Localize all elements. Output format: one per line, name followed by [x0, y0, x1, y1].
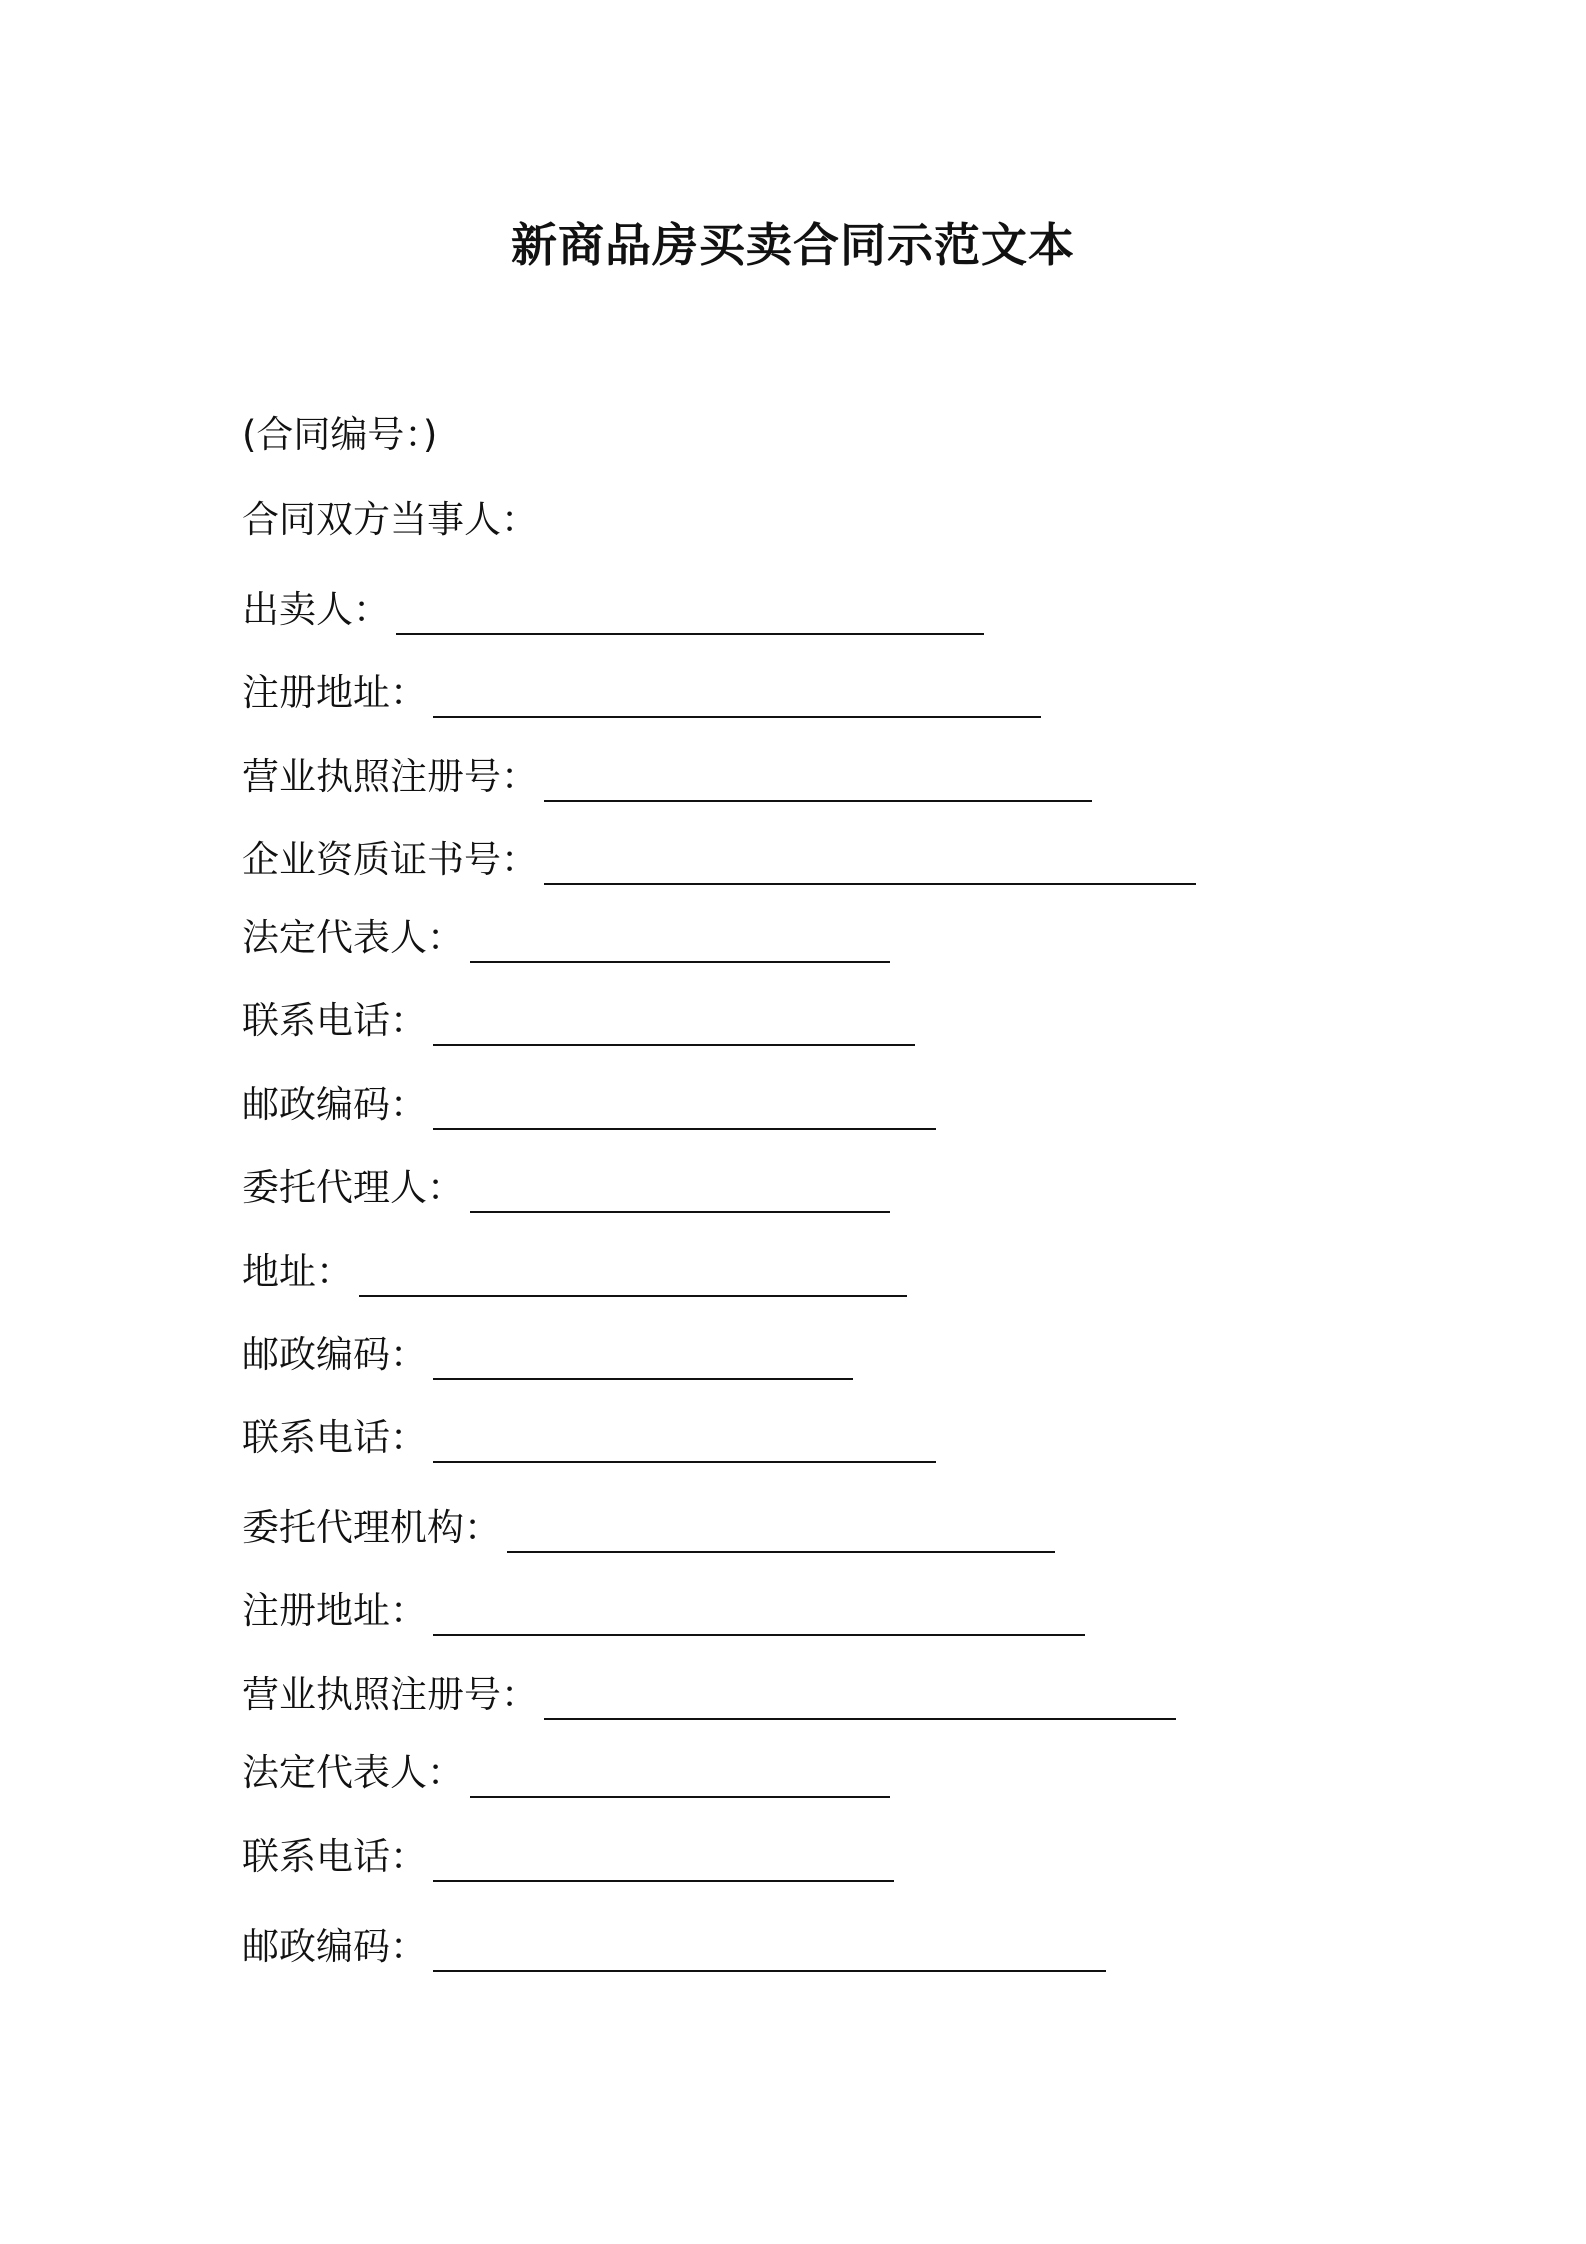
fill-blank[interactable]: [433, 1423, 936, 1463]
field-label: 注册地址：: [242, 671, 427, 714]
field-agency-business-license: [242, 1670, 1176, 1720]
field-label: 法定代表人：: [242, 1751, 464, 1794]
field-label: 邮政编码：: [242, 1083, 427, 1126]
contract-number-label: (合同编号：): [242, 413, 438, 456]
fill-blank[interactable]: [433, 1842, 894, 1882]
fill-blank[interactable]: [507, 1513, 1055, 1553]
fill-blank[interactable]: [433, 1340, 853, 1380]
field-label: 注册地址：: [242, 1589, 427, 1632]
field-seller-phone: [242, 996, 915, 1046]
fill-blank[interactable]: [433, 1006, 915, 1046]
field-seller-agent-postcode: [242, 1330, 853, 1380]
field-label: 地址：: [242, 1250, 353, 1293]
fill-blank[interactable]: [359, 1257, 907, 1297]
field-label: 委托代理机构：: [242, 1506, 501, 1549]
field-agency-phone: [242, 1832, 894, 1882]
fill-blank[interactable]: [544, 1680, 1176, 1720]
field-label: 营业执照注册号：: [242, 755, 538, 798]
field-label: 法定代表人：: [242, 916, 464, 959]
fill-blank[interactable]: [544, 762, 1092, 802]
fill-blank[interactable]: [544, 845, 1196, 885]
fill-blank[interactable]: [396, 595, 984, 635]
field-seller-postcode: [242, 1080, 936, 1130]
field-seller-agent-phone: [242, 1413, 936, 1463]
fill-blank[interactable]: [433, 1090, 936, 1130]
field-label: 邮政编码：: [242, 1925, 427, 1968]
field-agency-registered-address: [242, 1586, 1085, 1636]
field-seller-agent-address: [242, 1247, 907, 1297]
field-label: 联系电话：: [242, 1835, 427, 1878]
field-seller-qualification-cert: [242, 835, 1196, 885]
parties-heading-label: 合同双方当事人：: [242, 498, 538, 541]
field-seller-agent: [242, 1163, 890, 1213]
field-label: 委托代理人：: [242, 1166, 464, 1209]
field-agency: [242, 1503, 1055, 1553]
document-title: 新商品房买卖合同示范文本: [511, 218, 1075, 272]
fill-blank[interactable]: [470, 923, 890, 963]
field-label: 邮政编码：: [242, 1333, 427, 1376]
fill-blank[interactable]: [470, 1173, 890, 1213]
fill-blank[interactable]: [470, 1758, 890, 1798]
field-label: 企业资质证书号：: [242, 838, 538, 881]
field-agency-postcode: [242, 1922, 1106, 1972]
field-label: 营业执照注册号：: [242, 1673, 538, 1716]
fill-blank[interactable]: [433, 678, 1041, 718]
field-agency-legal-rep: [242, 1748, 890, 1798]
fill-blank[interactable]: [433, 1596, 1085, 1636]
field-label: 联系电话：: [242, 999, 427, 1042]
field-seller-legal-rep: [242, 913, 890, 963]
field-label: 联系电话：: [242, 1416, 427, 1459]
fill-blank[interactable]: [433, 1932, 1106, 1972]
field-seller-registered-address: [242, 668, 1041, 718]
field-label: 出卖人：: [242, 588, 390, 631]
field-seller: [242, 585, 984, 635]
parties-heading: [242, 495, 538, 545]
field-seller-business-license: [242, 752, 1092, 802]
contract-number: [242, 410, 437, 460]
